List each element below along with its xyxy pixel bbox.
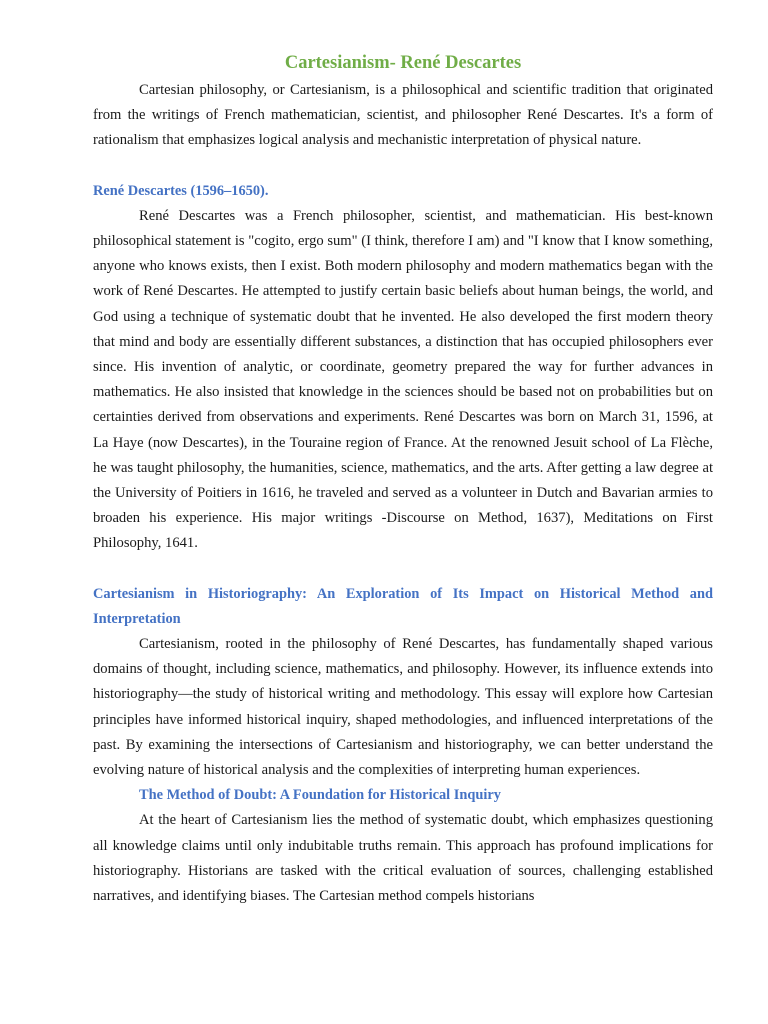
historiography-paragraph: Cartesianism, rooted in the philosophy of René Descartes, has fundamentally shaped various domains of thought, including science, mathematics, and philosophy. However, its influence extends into historiography—the study of historical writing and methodology. This essay will explore how Cartesian principles have informed historical inquiry, shaped methodologies, and influenced interpretations of the past. By examining the intersections of Cartesianism and historiography, we can better understand the evolving nature of historical analysis and the complexities of interpreting human experiences. (93, 636, 713, 779)
section-heading-historiography: Cartesianism in Historiography: An Exploration of Its Impact on Historical Method and Interpretation (93, 585, 713, 627)
document-page (93, 50, 713, 909)
method-of-doubt-paragraph: At the heart of Cartesianism lies the method of systematic doubt, which emphasizes questioning all knowledge claims until only indubitable truths remain. This approach has profound implications for historiography. Historians are tasked with the critical evaluation of sources, challenging established narratives, and identifying biases. The Cartesian method compels historians (93, 812, 713, 905)
section-heading-descartes: René Descartes (1596–1650). (93, 182, 269, 199)
document-title: Cartesianism- René Descartes (284, 53, 522, 73)
intro-paragraph: Cartesian philosophy, or Cartesianism, is a philosophical and scientific tradition that originated from the writings of French mathematician, scientist, and philosopher René Descartes. It's a form of rationalism that emphasizes logical analysis and mechanistic interpretation of physical nature. (93, 82, 713, 149)
descartes-paragraph: René Descartes was a French philosopher, scientist, and mathematician. His best-known philosophical statement is "cogito, ergo sum" (I think, therefore I am) and "I know that I know something, anyone who knows exists, then I exist. Both modern philosophy and modern mathematics began with the work of René Descartes. He attempted to justify certain basic beliefs about human beings, the world, and God using a technique of systematic doubt that he invented. He also developed the first modern theory that mind and body are essentially different substances, a distinction that has occupied philosophers ever since. His invention of analytic, or coordinate, geometry prepared the way for further advances in mathematics. He also insisted that knowledge in the sciences should be based not on probabilities but on certainties derived from observations and experiments. René Descartes was born on March 31, 1596, at La Haye (now Descartes), in the Touraine region of France. At the renowned Jesuit school of La Flèche, he was taught philosophy, the humanities, science, mathematics, and the arts. After getting a law degree at the University of Poitiers in 1616, he traveled and served as a volunteer in Dutch and Bavarian armies to broaden his experience. His major writings -Discourse on Method, 1637), Meditations on First Philosophy, 1641. (93, 207, 713, 552)
spacer (93, 154, 713, 179)
section-heading-method-of-doubt: The Method of Doubt: A Foundation for Historical Inquiry (139, 787, 501, 804)
spacer (93, 557, 713, 582)
